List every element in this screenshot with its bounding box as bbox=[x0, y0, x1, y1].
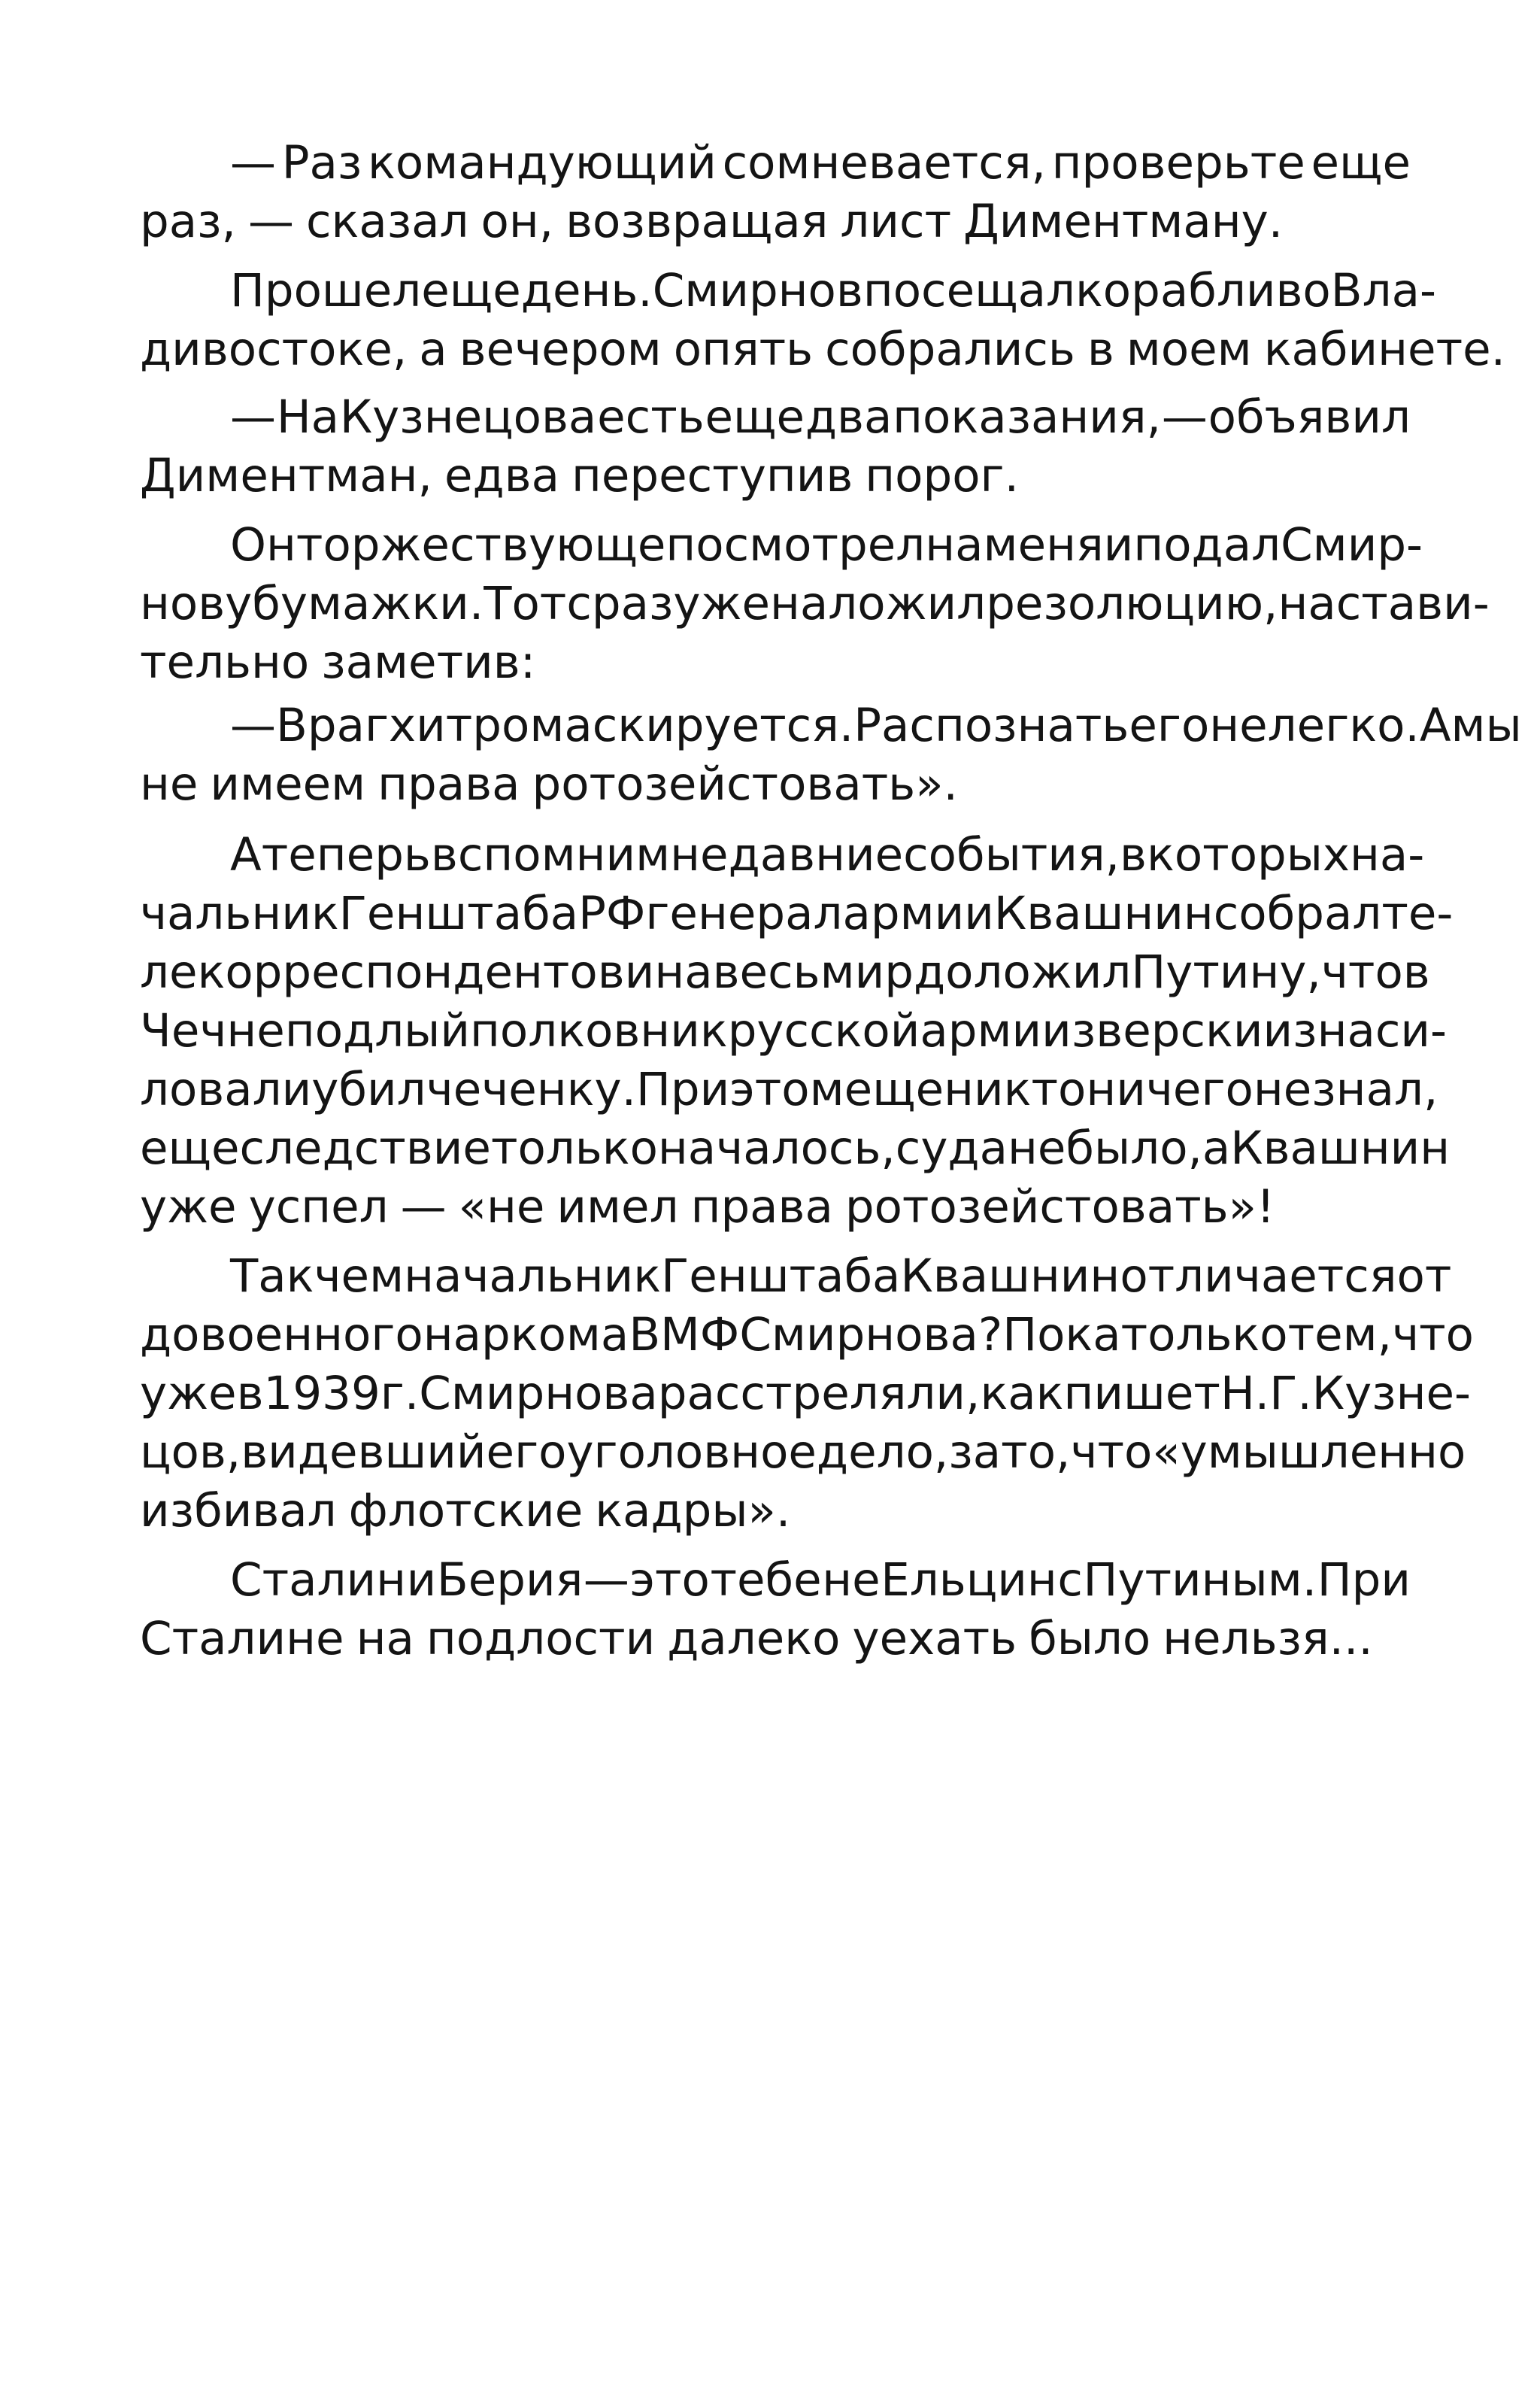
word: Квашнин bbox=[1230, 1122, 1451, 1175]
word: сомневается, bbox=[722, 136, 1046, 190]
word: суда bbox=[895, 1122, 1008, 1175]
word: Пока bbox=[1002, 1308, 1121, 1361]
word: только bbox=[490, 1122, 658, 1175]
word: Квашнин bbox=[900, 1249, 1120, 1303]
word: же bbox=[700, 577, 771, 630]
word: не bbox=[1253, 1063, 1312, 1116]
word: и bbox=[624, 946, 655, 999]
text-line bbox=[140, 516, 1423, 575]
word: это bbox=[629, 1553, 710, 1607]
text-line bbox=[140, 633, 1411, 692]
word: никто bbox=[944, 1063, 1087, 1116]
word: При bbox=[636, 1063, 730, 1116]
word: мир bbox=[820, 946, 914, 999]
word: тельно bbox=[140, 636, 310, 689]
word: посещал bbox=[862, 264, 1075, 317]
text-line bbox=[140, 1247, 1452, 1306]
word: Прошел bbox=[230, 264, 422, 317]
text-line bbox=[140, 755, 1411, 814]
word: заметив: bbox=[321, 636, 536, 689]
word: Он bbox=[230, 518, 296, 572]
word: корабли bbox=[1075, 264, 1276, 317]
word: избивал bbox=[140, 1484, 337, 1537]
word: весь bbox=[712, 946, 820, 999]
word: во bbox=[1275, 264, 1331, 317]
word: только bbox=[1120, 1308, 1288, 1361]
word: армии bbox=[842, 887, 994, 940]
word: в bbox=[1402, 946, 1430, 999]
word: А bbox=[230, 828, 262, 882]
word: следствие bbox=[239, 1122, 491, 1175]
word: — bbox=[583, 1553, 629, 1607]
word: довоенного bbox=[140, 1308, 423, 1361]
word: русской bbox=[727, 1004, 920, 1058]
word: маскируется. bbox=[529, 699, 854, 752]
paragraph bbox=[140, 826, 1454, 1237]
word: Н.Г. bbox=[1220, 1367, 1312, 1420]
word: настави- bbox=[1278, 577, 1490, 630]
word: есть bbox=[597, 390, 705, 444]
word: едва bbox=[444, 449, 559, 502]
word: успел bbox=[248, 1180, 389, 1234]
word: уголовное bbox=[566, 1425, 817, 1479]
word: дивостоке, bbox=[140, 323, 408, 376]
text-line bbox=[140, 1551, 1411, 1610]
word: Тот bbox=[484, 577, 567, 630]
word: он, bbox=[480, 195, 554, 248]
word: от bbox=[1396, 1249, 1452, 1303]
word: изнаси- bbox=[1263, 1004, 1448, 1058]
word: лист bbox=[840, 195, 952, 248]
word: теперь bbox=[261, 828, 431, 882]
word: тебе bbox=[710, 1553, 822, 1607]
word: еще bbox=[1311, 136, 1411, 190]
word: торжествующе bbox=[296, 518, 666, 572]
word: Смирнова? bbox=[739, 1308, 1003, 1361]
text-line bbox=[140, 447, 1411, 505]
word: день. bbox=[520, 264, 653, 317]
word: Враг bbox=[276, 699, 389, 752]
word: не bbox=[140, 757, 199, 811]
paragraph bbox=[140, 697, 1522, 814]
word: — bbox=[1161, 390, 1208, 444]
word: Чечне bbox=[140, 1004, 285, 1058]
word: сказал bbox=[305, 195, 469, 248]
word: 1939 bbox=[263, 1367, 380, 1420]
text-line bbox=[140, 885, 1454, 943]
word: пишет bbox=[1063, 1367, 1220, 1420]
word: расстреляли, bbox=[657, 1367, 981, 1420]
word: нову bbox=[140, 577, 253, 630]
text-line bbox=[140, 262, 1436, 320]
word: было, bbox=[1066, 1122, 1202, 1175]
word: что bbox=[1392, 1308, 1474, 1361]
word: а bbox=[419, 323, 447, 376]
word: возвращая bbox=[565, 195, 829, 248]
word: переступив bbox=[571, 449, 853, 502]
word: кадры». bbox=[595, 1484, 791, 1537]
paragraph bbox=[140, 262, 1506, 379]
word: то, bbox=[1001, 1425, 1071, 1479]
word: недавние bbox=[670, 828, 904, 882]
word: хитро bbox=[389, 699, 530, 752]
word: уже bbox=[140, 1367, 237, 1420]
word: флотские bbox=[348, 1484, 584, 1537]
word: Квашнин bbox=[993, 887, 1214, 940]
word: что bbox=[1070, 1425, 1153, 1479]
word: не bbox=[822, 1553, 881, 1607]
word: на bbox=[654, 946, 713, 999]
text-line bbox=[140, 134, 1411, 193]
word: что bbox=[1320, 946, 1403, 999]
word: ротозейстовать»! bbox=[844, 1180, 1275, 1234]
word: моем bbox=[1126, 323, 1252, 376]
text-line bbox=[140, 575, 1490, 633]
word: При bbox=[1317, 1553, 1411, 1607]
word: кабинете. bbox=[1263, 323, 1506, 376]
word: объявил bbox=[1208, 390, 1411, 444]
word: собрал bbox=[1213, 887, 1382, 940]
word: еще bbox=[421, 264, 521, 317]
word: Кузне- bbox=[1311, 1367, 1472, 1420]
word: еще bbox=[140, 1122, 240, 1175]
word: чальник bbox=[140, 887, 339, 940]
word: опять bbox=[673, 323, 814, 376]
word: наркома bbox=[423, 1308, 629, 1361]
word: в bbox=[236, 1367, 264, 1420]
word: на- bbox=[1350, 828, 1425, 882]
word: Так bbox=[230, 1249, 314, 1303]
text-line bbox=[140, 1482, 1411, 1540]
text-line bbox=[140, 1119, 1451, 1178]
word: и bbox=[281, 1063, 312, 1116]
text-line bbox=[140, 1364, 1472, 1423]
word: собрались bbox=[825, 323, 1075, 376]
word: «не bbox=[458, 1180, 545, 1234]
word: события, bbox=[903, 828, 1120, 882]
word: РФ bbox=[578, 887, 646, 940]
word: Диментману. bbox=[963, 195, 1284, 248]
word: ротозейстовать». bbox=[532, 757, 958, 811]
word: вспомним bbox=[430, 828, 671, 882]
word: еще bbox=[844, 1063, 944, 1116]
word: Распознать bbox=[853, 699, 1129, 752]
word: Раз bbox=[281, 136, 362, 190]
text-line bbox=[140, 320, 1506, 379]
word: наложил bbox=[770, 577, 987, 630]
word: этом bbox=[729, 1063, 844, 1116]
text-line bbox=[140, 193, 1411, 251]
word: чем bbox=[314, 1249, 405, 1303]
word: началось, bbox=[657, 1122, 896, 1175]
word: Генштаба bbox=[661, 1249, 901, 1303]
word: — bbox=[247, 195, 294, 248]
word: командующий bbox=[368, 136, 717, 190]
word: его bbox=[486, 1425, 567, 1479]
word: нельзя... bbox=[1163, 1612, 1373, 1665]
word: права bbox=[690, 1180, 833, 1234]
word: далеко bbox=[667, 1612, 841, 1665]
word: Диментман, bbox=[140, 449, 432, 502]
word: сразу bbox=[566, 577, 701, 630]
word: бумажки. bbox=[252, 577, 484, 630]
word: На bbox=[276, 390, 340, 444]
word: мы bbox=[1451, 699, 1522, 752]
word: Смирнова bbox=[419, 1367, 658, 1420]
word: доложил bbox=[913, 946, 1132, 999]
word: на bbox=[356, 1612, 414, 1665]
word: резолюцию, bbox=[986, 577, 1278, 630]
word: Путиным. bbox=[1083, 1553, 1317, 1607]
word: — bbox=[400, 1180, 447, 1234]
word: отличается bbox=[1120, 1249, 1397, 1303]
word: чеченку. bbox=[426, 1063, 637, 1116]
word: имел bbox=[556, 1180, 679, 1234]
text-line bbox=[140, 1423, 1466, 1482]
word: в bbox=[1120, 828, 1147, 882]
text-line bbox=[140, 943, 1430, 1002]
word: права bbox=[377, 757, 520, 811]
text-line bbox=[140, 1061, 1438, 1119]
text-line bbox=[140, 1610, 1411, 1668]
word: начальник bbox=[404, 1249, 662, 1303]
word: имеем bbox=[210, 757, 366, 811]
word: как bbox=[980, 1367, 1064, 1420]
word: Смирнов bbox=[652, 264, 863, 317]
word: раз, bbox=[140, 195, 236, 248]
word: показания, bbox=[893, 390, 1162, 444]
word: Сталин bbox=[230, 1553, 407, 1607]
word: порог. bbox=[865, 449, 1019, 502]
word: Вла- bbox=[1330, 264, 1436, 317]
text-line bbox=[140, 697, 1522, 755]
word: А bbox=[1419, 699, 1451, 752]
word: подлый bbox=[284, 1004, 470, 1058]
text-line bbox=[140, 1178, 1411, 1237]
paragraph bbox=[140, 1551, 1411, 1668]
word: Сталине bbox=[140, 1612, 344, 1665]
word: его bbox=[1129, 699, 1210, 752]
paragraph bbox=[140, 388, 1411, 505]
word: ВМФ bbox=[629, 1308, 740, 1361]
word: уже bbox=[140, 1180, 237, 1234]
word: «умышленно bbox=[1152, 1425, 1466, 1479]
word: Кузнецова bbox=[339, 390, 597, 444]
word: лекорреспондентов bbox=[140, 946, 625, 999]
word: — bbox=[230, 390, 276, 444]
word: вечером bbox=[459, 323, 662, 376]
word: на bbox=[925, 518, 984, 572]
word: проверьте bbox=[1051, 136, 1305, 190]
word: Ельцин bbox=[881, 1553, 1057, 1607]
word: подлости bbox=[426, 1612, 656, 1665]
word: — bbox=[230, 699, 276, 752]
word: Генштаба bbox=[338, 887, 579, 940]
word: было bbox=[1029, 1612, 1151, 1665]
word: — bbox=[230, 136, 276, 190]
text-line bbox=[140, 1002, 1448, 1061]
word: еще bbox=[705, 390, 805, 444]
word: Смир- bbox=[1281, 518, 1423, 572]
paragraph bbox=[140, 516, 1490, 692]
word: полковник bbox=[470, 1004, 728, 1058]
word: уехать bbox=[852, 1612, 1017, 1665]
word: дело, bbox=[816, 1425, 949, 1479]
word: два bbox=[805, 390, 893, 444]
word: не bbox=[1008, 1122, 1066, 1175]
word: г. bbox=[380, 1367, 420, 1420]
word: которых bbox=[1147, 828, 1351, 882]
text-line bbox=[140, 388, 1411, 447]
word: с bbox=[1057, 1553, 1083, 1607]
word: зверски bbox=[1071, 1004, 1263, 1058]
word: знал, bbox=[1311, 1063, 1438, 1116]
word: и bbox=[1103, 518, 1134, 572]
word: а bbox=[1202, 1122, 1231, 1175]
word: тем, bbox=[1287, 1308, 1393, 1361]
word: ловал bbox=[140, 1063, 282, 1116]
word: ничего bbox=[1086, 1063, 1254, 1116]
word: нелегко. bbox=[1209, 699, 1420, 752]
word: убил bbox=[311, 1063, 426, 1116]
word: видевший bbox=[241, 1425, 487, 1479]
body-text bbox=[140, 134, 1522, 1668]
word: цов, bbox=[140, 1425, 241, 1479]
word: генерал bbox=[645, 887, 843, 940]
text-line bbox=[140, 1306, 1474, 1364]
word: Путину, bbox=[1131, 946, 1321, 999]
word: армии bbox=[920, 1004, 1072, 1058]
word: и bbox=[406, 1553, 437, 1607]
text-line bbox=[140, 826, 1425, 885]
word: посмотрел bbox=[665, 518, 926, 572]
paragraph bbox=[140, 1247, 1474, 1540]
word: за bbox=[948, 1425, 1002, 1479]
paragraph bbox=[140, 134, 1411, 251]
word: в bbox=[1087, 323, 1114, 376]
word: Берия bbox=[436, 1553, 584, 1607]
word: те- bbox=[1381, 887, 1454, 940]
word: подал bbox=[1133, 518, 1281, 572]
word: меня bbox=[983, 518, 1104, 572]
